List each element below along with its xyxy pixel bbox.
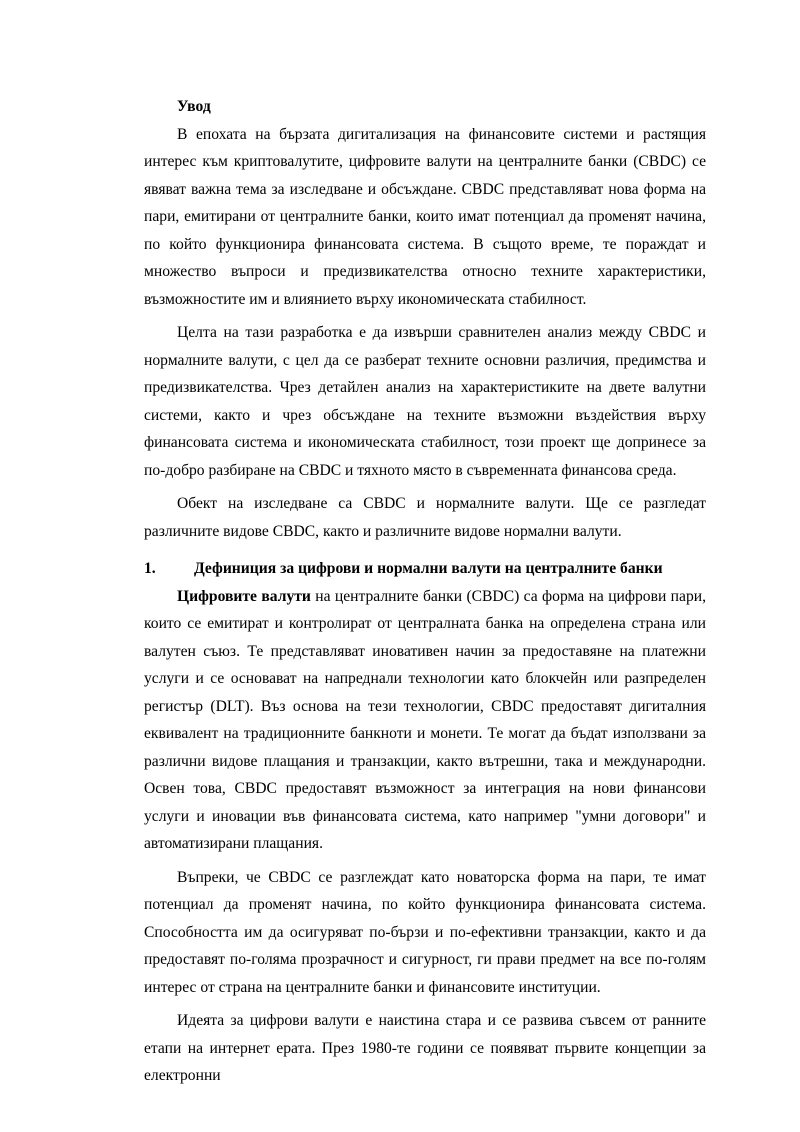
document-body	[144, 93, 706, 1090]
section-1-title: Дефиниция за цифрови и нормални валути на централните банки	[194, 560, 663, 577]
intro-heading: Увод	[177, 98, 211, 115]
section-1-number: 1.	[144, 560, 156, 577]
intro-paragraph-2: Целта на тази разработка е да извърши сравнителен анализ между CBDC и нормалните валути, с цел да се разберат техните основни различия, предимства и предизвикателства. Чрез детайлен анализ на характеристиките на двете валутни системи, както и чрез обсъждане на техните възможни въздействия върху финансовата система и икономическата стабилност, този проект ще допринесе за по-добро разбиране на CBDC и тяхното място в съвременната финансова среда.	[144, 324, 706, 479]
intro-paragraph-3: Обект на изследване са CBDC и нормалните валути. Ще се разгледат различните видове CBDC, както и различните видове нормални валути.	[144, 495, 706, 540]
section-1-paragraph-1	[144, 583, 706, 858]
intro-paragraph-1: В епохата на бързата дигитализация на финансовите системи и растящия интерес към криптовалутите, цифровите валути на централните банки (CBDC) се явяват важна тема за изследване и обсъждане. CBDC представляват нова форма на пари, емитирани от централните банки, които имат потенциал да променят начина, по който функционира финансовата система. В същото време, те пораждат и множество въпроси и предизвикателства относно техните характеристики, възможностите им и влиянието върху икономическата стабилност.	[144, 125, 706, 308]
section-1-paragraph-3: Идеята за цифрови валути е наистина стара и се развива съвсем от ранните етапи на интернет ерата. През 1980-те години се появяват първите концепции за електронни	[144, 1012, 706, 1084]
section-1-heading	[144, 555, 706, 583]
section-1-term: Цифровите валути	[177, 587, 311, 605]
section-1-paragraph-1-text: на централните банки (CBDC) са форма на цифрови пари, които се емитират и контролират от централната банка на определена страна или валутен съюз. Те представляват иновативен начин за предоставяне на платежни услуги и се основават на напреднали технологии като блокчейн или разпределен регистър (DLT). Въз основа на тези технологии, CBDC предоставят дигиталния еквивалент на традиционните банкноти и монети. Те могат да бъдат използвани за различни видове плащания и транзакции, както вътрешни, така и международни. Освен това, CBDC предоставят възможност за интеграция на нови финансови услуги и иновации във финансовата система, като например "умни договори" и автоматизирани плащания.	[144, 587, 706, 852]
section-1-paragraph-2: Въпреки, че CBDC се разглеждат като новаторска форма на пари, те имат потенциал да променят начина, по който функционира финансовата система. Способността им да осигуряват по-бързи и по-ефективни транзакции, както и да предоставят по-голяма прозрачност и сигурност, ги прави предмет на все по-голям интерес от страна на централните банки и финансовите институции.	[144, 868, 706, 996]
